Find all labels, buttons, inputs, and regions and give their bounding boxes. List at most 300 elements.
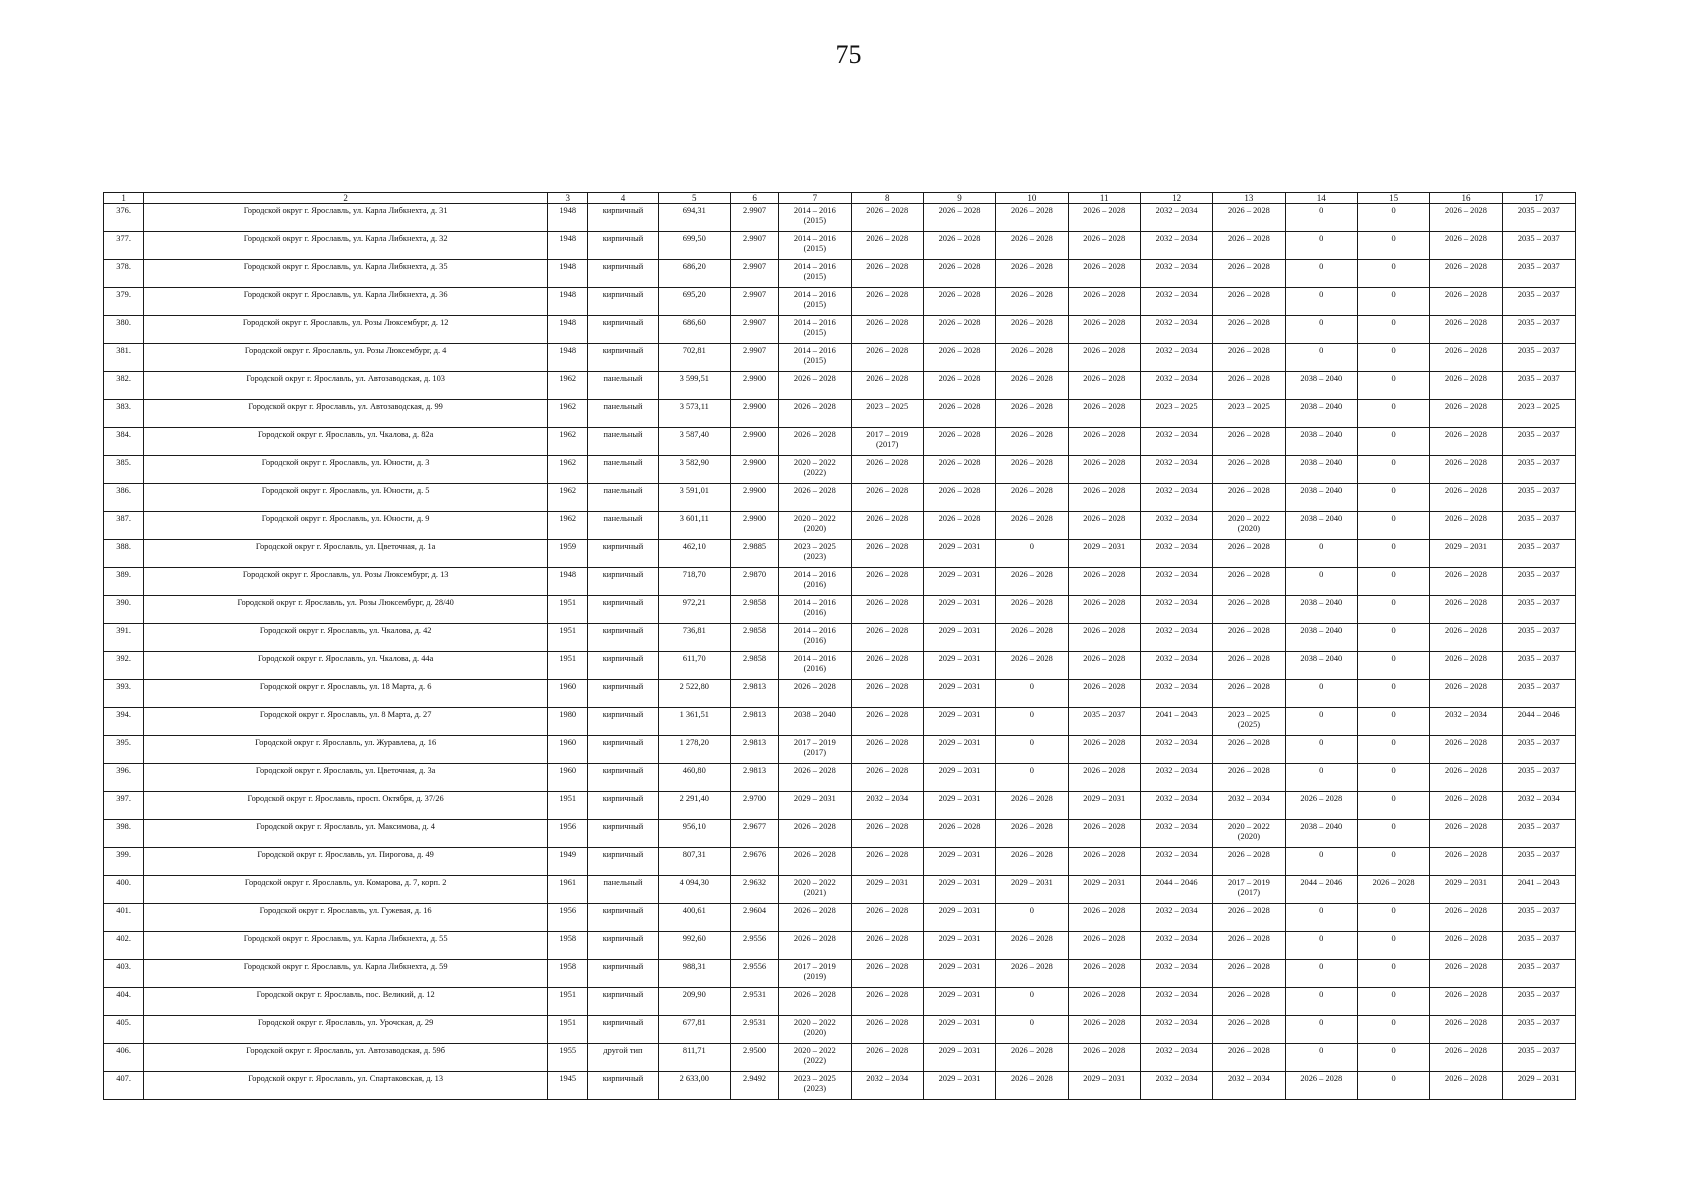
cell-period-col-7: 2026 – 2028 <box>779 932 851 960</box>
cell-period-col-16: 2026 – 2028 <box>1430 400 1502 428</box>
cell-period-col-11: 2026 – 2028 <box>1068 568 1140 596</box>
cell-period-col-10: 2026 – 2028 <box>996 484 1068 512</box>
cell-period-col-9: 2026 – 2028 <box>923 512 995 540</box>
cell-period-col-10: 2026 – 2028 <box>996 344 1068 372</box>
cell-priority-index: 2.9556 <box>730 932 778 960</box>
cell-wall-material: кирпичный <box>588 932 658 960</box>
cell-period-col-16: 2026 – 2028 <box>1430 204 1502 232</box>
cell-period-col-8: 2029 – 2031 <box>851 876 923 904</box>
cell-period-col-13: 2026 – 2028 <box>1213 904 1285 932</box>
cell-area: 3 591,01 <box>658 484 730 512</box>
cell-address: Городской округ г. Ярославль, ул. Пирогова, д. 49 <box>144 848 548 876</box>
cell-period-col-15: 0 <box>1357 680 1429 708</box>
cell-priority-index: 2.9900 <box>730 372 778 400</box>
cell-period-col-11: 2026 – 2028 <box>1068 596 1140 624</box>
cell-priority-index: 2.9900 <box>730 400 778 428</box>
cell-period-col-15: 0 <box>1357 400 1429 428</box>
cell-area: 736,81 <box>658 624 730 652</box>
cell-period-col-12: 2032 – 2034 <box>1140 736 1212 764</box>
cell-address: Городской округ г. Ярославль, ул. Автозаводская, д. 103 <box>144 372 548 400</box>
column-number-header: 14 <box>1285 193 1357 204</box>
table-row <box>104 316 1576 344</box>
cell-address: Городской округ г. Ярославль, ул. Цветочная, д. 1а <box>144 540 548 568</box>
cell-address: Городской округ г. Ярославль, ул. Розы Люксембург, д. 4 <box>144 344 548 372</box>
cell-period-col-16: 2026 – 2028 <box>1430 456 1502 484</box>
table-row <box>104 260 1576 288</box>
cell-period-col-17: 2029 – 2031 <box>1502 1072 1575 1100</box>
housing-register-table <box>103 192 1576 1100</box>
cell-period-col-10: 0 <box>996 764 1068 792</box>
cell-period-col-16: 2026 – 2028 <box>1430 1072 1502 1100</box>
cell-address: Городской округ г. Ярославль, ул. Юности, д. 9 <box>144 512 548 540</box>
cell-period-col-14: 0 <box>1285 260 1357 288</box>
column-number-header: 8 <box>851 193 923 204</box>
cell-address: Городской округ г. Ярославль, ул. 8 Марта, д. 27 <box>144 708 548 736</box>
cell-period-col-11: 2026 – 2028 <box>1068 820 1140 848</box>
cell-period-col-8: 2026 – 2028 <box>851 904 923 932</box>
cell-period-col-7: 2017 – 2019 (2017) <box>779 736 851 764</box>
cell-period-col-15: 0 <box>1357 372 1429 400</box>
cell-period-col-7: 2020 – 2022 (2020) <box>779 512 851 540</box>
cell-year-built: 1948 <box>548 568 588 596</box>
cell-period-col-13: 2026 – 2028 <box>1213 288 1285 316</box>
cell-year-built: 1958 <box>548 960 588 988</box>
cell-address: Городской округ г. Ярославль, ул. Карла Либкнехта, д. 59 <box>144 960 548 988</box>
cell-period-col-11: 2026 – 2028 <box>1068 344 1140 372</box>
cell-priority-index: 2.9900 <box>730 484 778 512</box>
cell-period-col-14: 2038 – 2040 <box>1285 624 1357 652</box>
cell-period-col-10: 0 <box>996 708 1068 736</box>
cell-period-col-16: 2026 – 2028 <box>1430 792 1502 820</box>
cell-period-col-17: 2035 – 2037 <box>1502 1044 1575 1072</box>
cell-period-col-14: 2038 – 2040 <box>1285 596 1357 624</box>
cell-priority-index: 2.9813 <box>730 708 778 736</box>
cell-period-col-15: 0 <box>1357 1016 1429 1044</box>
cell-wall-material: кирпичный <box>588 568 658 596</box>
cell-period-col-12: 2032 – 2034 <box>1140 988 1212 1016</box>
cell-period-col-15: 0 <box>1357 988 1429 1016</box>
cell-wall-material: кирпичный <box>588 1016 658 1044</box>
cell-period-col-9: 2029 – 2031 <box>923 680 995 708</box>
cell-period-col-15: 0 <box>1357 568 1429 596</box>
cell-address: Городской округ г. Ярославль, ул. Чкалова, д. 82а <box>144 428 548 456</box>
cell-year-built: 1948 <box>548 232 588 260</box>
cell-row-number: 382. <box>104 372 144 400</box>
cell-period-col-11: 2026 – 2028 <box>1068 736 1140 764</box>
cell-period-col-7: 2026 – 2028 <box>779 428 851 456</box>
cell-area: 677,81 <box>658 1016 730 1044</box>
cell-period-col-9: 2029 – 2031 <box>923 736 995 764</box>
cell-period-col-13: 2020 – 2022 (2020) <box>1213 820 1285 848</box>
cell-period-col-13: 2017 – 2019 (2017) <box>1213 876 1285 904</box>
cell-period-col-12: 2032 – 2034 <box>1140 568 1212 596</box>
cell-row-number: 402. <box>104 932 144 960</box>
cell-period-col-17: 2035 – 2037 <box>1502 624 1575 652</box>
cell-period-col-13: 2026 – 2028 <box>1213 372 1285 400</box>
cell-period-col-16: 2026 – 2028 <box>1430 932 1502 960</box>
cell-period-col-10: 2026 – 2028 <box>996 820 1068 848</box>
table-row <box>104 540 1576 568</box>
cell-area: 988,31 <box>658 960 730 988</box>
column-number-header: 13 <box>1213 193 1285 204</box>
table-row <box>104 428 1576 456</box>
cell-period-col-13: 2032 – 2034 <box>1213 792 1285 820</box>
cell-period-col-13: 2026 – 2028 <box>1213 316 1285 344</box>
cell-area: 956,10 <box>658 820 730 848</box>
cell-period-col-15: 0 <box>1357 1072 1429 1100</box>
cell-period-col-17: 2035 – 2037 <box>1502 904 1575 932</box>
cell-wall-material: кирпичный <box>588 960 658 988</box>
cell-wall-material: панельный <box>588 400 658 428</box>
cell-period-col-12: 2023 – 2025 <box>1140 400 1212 428</box>
cell-row-number: 403. <box>104 960 144 988</box>
cell-period-col-12: 2032 – 2034 <box>1140 848 1212 876</box>
cell-period-col-7: 2026 – 2028 <box>779 904 851 932</box>
table-row <box>104 680 1576 708</box>
cell-area: 686,60 <box>658 316 730 344</box>
cell-address: Городской округ г. Ярославль, ул. Журавлева, д. 16 <box>144 736 548 764</box>
cell-period-col-12: 2032 – 2034 <box>1140 344 1212 372</box>
cell-period-col-16: 2026 – 2028 <box>1430 680 1502 708</box>
column-number-header: 12 <box>1140 193 1212 204</box>
cell-period-col-13: 2026 – 2028 <box>1213 232 1285 260</box>
cell-period-col-8: 2026 – 2028 <box>851 540 923 568</box>
cell-priority-index: 2.9858 <box>730 596 778 624</box>
cell-wall-material: панельный <box>588 512 658 540</box>
cell-address: Городской округ г. Ярославль, ул. 18 Марта, д. 6 <box>144 680 548 708</box>
table-row <box>104 1016 1576 1044</box>
cell-period-col-16: 2026 – 2028 <box>1430 1016 1502 1044</box>
cell-period-col-12: 2032 – 2034 <box>1140 288 1212 316</box>
cell-period-col-13: 2026 – 2028 <box>1213 736 1285 764</box>
cell-period-col-16: 2026 – 2028 <box>1430 484 1502 512</box>
cell-year-built: 1951 <box>548 596 588 624</box>
cell-period-col-11: 2026 – 2028 <box>1068 288 1140 316</box>
cell-area: 694,31 <box>658 204 730 232</box>
cell-period-col-7: 2026 – 2028 <box>779 680 851 708</box>
cell-period-col-12: 2032 – 2034 <box>1140 1044 1212 1072</box>
cell-period-col-7: 2038 – 2040 <box>779 708 851 736</box>
cell-period-col-10: 2026 – 2028 <box>996 372 1068 400</box>
cell-year-built: 1955 <box>548 1044 588 1072</box>
cell-area: 807,31 <box>658 848 730 876</box>
cell-priority-index: 2.9907 <box>730 232 778 260</box>
cell-period-col-16: 2026 – 2028 <box>1430 988 1502 1016</box>
cell-period-col-16: 2026 – 2028 <box>1430 568 1502 596</box>
cell-period-col-10: 2026 – 2028 <box>996 596 1068 624</box>
cell-area: 3 587,40 <box>658 428 730 456</box>
cell-period-col-12: 2032 – 2034 <box>1140 372 1212 400</box>
cell-period-col-17: 2035 – 2037 <box>1502 932 1575 960</box>
cell-area: 4 094,30 <box>658 876 730 904</box>
cell-period-col-16: 2026 – 2028 <box>1430 288 1502 316</box>
cell-address: Городской округ г. Ярославль, ул. Розы Люксембург, д. 12 <box>144 316 548 344</box>
cell-period-col-8: 2026 – 2028 <box>851 232 923 260</box>
cell-address: Городской округ г. Ярославль, ул. Чкалова, д. 44а <box>144 652 548 680</box>
table-row <box>104 792 1576 820</box>
cell-period-col-16: 2026 – 2028 <box>1430 848 1502 876</box>
table-row <box>104 820 1576 848</box>
cell-period-col-17: 2035 – 2037 <box>1502 764 1575 792</box>
cell-period-col-8: 2026 – 2028 <box>851 484 923 512</box>
cell-period-col-13: 2026 – 2028 <box>1213 428 1285 456</box>
cell-period-col-7: 2014 – 2016 (2016) <box>779 652 851 680</box>
column-number-header: 17 <box>1502 193 1575 204</box>
cell-year-built: 1948 <box>548 288 588 316</box>
cell-period-col-9: 2026 – 2028 <box>923 232 995 260</box>
cell-row-number: 391. <box>104 624 144 652</box>
cell-period-col-15: 0 <box>1357 344 1429 372</box>
cell-address: Городской округ г. Ярославль, ул. Гужевая, д. 16 <box>144 904 548 932</box>
cell-period-col-7: 2023 – 2025 (2023) <box>779 540 851 568</box>
cell-period-col-11: 2026 – 2028 <box>1068 848 1140 876</box>
cell-period-col-9: 2029 – 2031 <box>923 708 995 736</box>
cell-address: Городской округ г. Ярославль, ул. Карла Либкнехта, д. 35 <box>144 260 548 288</box>
cell-wall-material: кирпичный <box>588 260 658 288</box>
cell-period-col-11: 2026 – 2028 <box>1068 428 1140 456</box>
cell-year-built: 1951 <box>548 792 588 820</box>
cell-period-col-17: 2035 – 2037 <box>1502 428 1575 456</box>
cell-area: 3 599,51 <box>658 372 730 400</box>
cell-period-col-14: 0 <box>1285 288 1357 316</box>
cell-period-col-11: 2026 – 2028 <box>1068 932 1140 960</box>
table-row <box>104 1044 1576 1072</box>
cell-wall-material: кирпичный <box>588 988 658 1016</box>
cell-period-col-16: 2026 – 2028 <box>1430 1044 1502 1072</box>
cell-area: 972,21 <box>658 596 730 624</box>
cell-period-col-7: 2014 – 2016 (2016) <box>779 568 851 596</box>
cell-period-col-9: 2029 – 2031 <box>923 540 995 568</box>
cell-period-col-9: 2029 – 2031 <box>923 1016 995 1044</box>
cell-period-col-13: 2026 – 2028 <box>1213 484 1285 512</box>
cell-period-col-17: 2035 – 2037 <box>1502 512 1575 540</box>
cell-period-col-15: 0 <box>1357 932 1429 960</box>
cell-period-col-8: 2026 – 2028 <box>851 988 923 1016</box>
column-number-header: 9 <box>923 193 995 204</box>
cell-period-col-13: 2026 – 2028 <box>1213 652 1285 680</box>
cell-period-col-14: 2038 – 2040 <box>1285 512 1357 540</box>
cell-period-col-10: 2026 – 2028 <box>996 1044 1068 1072</box>
table-row <box>104 904 1576 932</box>
cell-period-col-17: 2023 – 2025 <box>1502 400 1575 428</box>
cell-period-col-14: 0 <box>1285 232 1357 260</box>
cell-period-col-13: 2026 – 2028 <box>1213 1016 1285 1044</box>
cell-row-number: 387. <box>104 512 144 540</box>
cell-priority-index: 2.9813 <box>730 680 778 708</box>
cell-period-col-8: 2026 – 2028 <box>851 1016 923 1044</box>
cell-area: 718,70 <box>658 568 730 596</box>
cell-period-col-8: 2026 – 2028 <box>851 960 923 988</box>
cell-priority-index: 2.9870 <box>730 568 778 596</box>
cell-period-col-17: 2035 – 2037 <box>1502 988 1575 1016</box>
table-row <box>104 568 1576 596</box>
cell-priority-index: 2.9813 <box>730 764 778 792</box>
cell-period-col-9: 2029 – 2031 <box>923 1072 995 1100</box>
cell-period-col-11: 2026 – 2028 <box>1068 904 1140 932</box>
cell-period-col-10: 2026 – 2028 <box>996 400 1068 428</box>
cell-period-col-16: 2026 – 2028 <box>1430 512 1502 540</box>
cell-priority-index: 2.9604 <box>730 904 778 932</box>
cell-area: 1 361,51 <box>658 708 730 736</box>
cell-wall-material: кирпичный <box>588 540 658 568</box>
cell-period-col-15: 0 <box>1357 232 1429 260</box>
cell-period-col-12: 2032 – 2034 <box>1140 792 1212 820</box>
cell-period-col-11: 2026 – 2028 <box>1068 400 1140 428</box>
cell-period-col-17: 2032 – 2034 <box>1502 792 1575 820</box>
cell-row-number: 383. <box>104 400 144 428</box>
cell-period-col-11: 2026 – 2028 <box>1068 512 1140 540</box>
cell-period-col-7: 2020 – 2022 (2022) <box>779 456 851 484</box>
table-row <box>104 456 1576 484</box>
cell-wall-material: кирпичный <box>588 708 658 736</box>
table-row <box>104 736 1576 764</box>
cell-period-col-10: 2029 – 2031 <box>996 876 1068 904</box>
cell-row-number: 381. <box>104 344 144 372</box>
column-number-header: 11 <box>1068 193 1140 204</box>
cell-address: Городской округ г. Ярославль, ул. Чкалова, д. 42 <box>144 624 548 652</box>
cell-period-col-17: 2035 – 2037 <box>1502 736 1575 764</box>
cell-period-col-7: 2029 – 2031 <box>779 792 851 820</box>
cell-period-col-7: 2026 – 2028 <box>779 484 851 512</box>
cell-period-col-17: 2035 – 2037 <box>1502 652 1575 680</box>
cell-priority-index: 2.9531 <box>730 1016 778 1044</box>
cell-period-col-9: 2029 – 2031 <box>923 1044 995 1072</box>
cell-period-col-10: 2026 – 2028 <box>996 624 1068 652</box>
cell-address: Городской округ г. Ярославль, ул. Карла Либкнехта, д. 36 <box>144 288 548 316</box>
cell-period-col-14: 0 <box>1285 316 1357 344</box>
cell-period-col-10: 2026 – 2028 <box>996 260 1068 288</box>
cell-period-col-17: 2035 – 2037 <box>1502 540 1575 568</box>
cell-area: 699,50 <box>658 232 730 260</box>
cell-period-col-8: 2026 – 2028 <box>851 568 923 596</box>
cell-area: 460,80 <box>658 764 730 792</box>
cell-period-col-7: 2026 – 2028 <box>779 988 851 1016</box>
cell-period-col-8: 2023 – 2025 <box>851 400 923 428</box>
cell-period-col-8: 2032 – 2034 <box>851 792 923 820</box>
cell-year-built: 1958 <box>548 932 588 960</box>
cell-period-col-14: 0 <box>1285 568 1357 596</box>
cell-address: Городской округ г. Ярославль, ул. Розы Люксембург, д. 28/40 <box>144 596 548 624</box>
cell-period-col-14: 2038 – 2040 <box>1285 372 1357 400</box>
cell-period-col-12: 2032 – 2034 <box>1140 232 1212 260</box>
cell-period-col-17: 2035 – 2037 <box>1502 316 1575 344</box>
cell-year-built: 1948 <box>548 316 588 344</box>
cell-period-col-12: 2032 – 2034 <box>1140 960 1212 988</box>
cell-period-col-17: 2035 – 2037 <box>1502 484 1575 512</box>
cell-period-col-11: 2026 – 2028 <box>1068 652 1140 680</box>
cell-period-col-10: 0 <box>996 1016 1068 1044</box>
cell-period-col-8: 2026 – 2028 <box>851 736 923 764</box>
cell-period-col-7: 2020 – 2022 (2020) <box>779 1016 851 1044</box>
cell-area: 2 522,80 <box>658 680 730 708</box>
cell-period-col-14: 0 <box>1285 204 1357 232</box>
cell-area: 3 582,90 <box>658 456 730 484</box>
cell-wall-material: панельный <box>588 456 658 484</box>
cell-period-col-10: 0 <box>996 988 1068 1016</box>
cell-period-col-7: 2014 – 2016 (2015) <box>779 260 851 288</box>
cell-period-col-14: 2038 – 2040 <box>1285 820 1357 848</box>
cell-period-col-7: 2026 – 2028 <box>779 764 851 792</box>
cell-period-col-16: 2026 – 2028 <box>1430 960 1502 988</box>
cell-period-col-7: 2023 – 2025 (2023) <box>779 1072 851 1100</box>
table-row <box>104 764 1576 792</box>
table-row <box>104 624 1576 652</box>
cell-period-col-12: 2032 – 2034 <box>1140 540 1212 568</box>
cell-wall-material: панельный <box>588 876 658 904</box>
cell-row-number: 398. <box>104 820 144 848</box>
cell-period-col-8: 2026 – 2028 <box>851 708 923 736</box>
column-number-header: 5 <box>658 193 730 204</box>
cell-period-col-16: 2026 – 2028 <box>1430 820 1502 848</box>
cell-row-number: 400. <box>104 876 144 904</box>
cell-area: 992,60 <box>658 932 730 960</box>
cell-row-number: 405. <box>104 1016 144 1044</box>
cell-period-col-13: 2023 – 2025 <box>1213 400 1285 428</box>
cell-period-col-15: 0 <box>1357 456 1429 484</box>
cell-period-col-9: 2029 – 2031 <box>923 960 995 988</box>
cell-period-col-13: 2026 – 2028 <box>1213 260 1285 288</box>
cell-period-col-15: 0 <box>1357 764 1429 792</box>
cell-period-col-7: 2026 – 2028 <box>779 848 851 876</box>
cell-wall-material: кирпичный <box>588 904 658 932</box>
cell-row-number: 380. <box>104 316 144 344</box>
cell-period-col-14: 2038 – 2040 <box>1285 428 1357 456</box>
cell-period-col-11: 2029 – 2031 <box>1068 1072 1140 1100</box>
cell-period-col-15: 0 <box>1357 792 1429 820</box>
cell-period-col-16: 2032 – 2034 <box>1430 708 1502 736</box>
cell-priority-index: 2.9900 <box>730 456 778 484</box>
cell-row-number: 377. <box>104 232 144 260</box>
cell-year-built: 1949 <box>548 848 588 876</box>
cell-area: 209,90 <box>658 988 730 1016</box>
cell-period-col-8: 2026 – 2028 <box>851 288 923 316</box>
cell-period-col-15: 0 <box>1357 820 1429 848</box>
cell-period-col-9: 2029 – 2031 <box>923 624 995 652</box>
cell-area: 1 278,20 <box>658 736 730 764</box>
cell-area: 811,71 <box>658 1044 730 1072</box>
cell-period-col-11: 2026 – 2028 <box>1068 1044 1140 1072</box>
cell-period-col-14: 0 <box>1285 1044 1357 1072</box>
cell-period-col-15: 0 <box>1357 204 1429 232</box>
cell-wall-material: кирпичный <box>588 652 658 680</box>
cell-year-built: 1960 <box>548 736 588 764</box>
cell-period-col-16: 2026 – 2028 <box>1430 232 1502 260</box>
cell-period-col-11: 2026 – 2028 <box>1068 680 1140 708</box>
cell-period-col-16: 2026 – 2028 <box>1430 316 1502 344</box>
cell-period-col-10: 2026 – 2028 <box>996 512 1068 540</box>
cell-year-built: 1962 <box>548 428 588 456</box>
cell-period-col-7: 2026 – 2028 <box>779 400 851 428</box>
cell-year-built: 1960 <box>548 680 588 708</box>
table-row <box>104 484 1576 512</box>
cell-period-col-8: 2026 – 2028 <box>851 204 923 232</box>
cell-period-col-8: 2026 – 2028 <box>851 848 923 876</box>
cell-period-col-17: 2035 – 2037 <box>1502 1016 1575 1044</box>
cell-period-col-14: 0 <box>1285 764 1357 792</box>
cell-wall-material: кирпичный <box>588 596 658 624</box>
cell-period-col-12: 2032 – 2034 <box>1140 484 1212 512</box>
cell-wall-material: кирпичный <box>588 316 658 344</box>
cell-area: 2 633,00 <box>658 1072 730 1100</box>
cell-period-col-14: 2038 – 2040 <box>1285 652 1357 680</box>
table-row <box>104 708 1576 736</box>
cell-period-col-17: 2035 – 2037 <box>1502 372 1575 400</box>
cell-period-col-11: 2026 – 2028 <box>1068 624 1140 652</box>
table-row <box>104 848 1576 876</box>
cell-period-col-7: 2026 – 2028 <box>779 372 851 400</box>
cell-period-col-10: 2026 – 2028 <box>996 792 1068 820</box>
cell-period-col-9: 2026 – 2028 <box>923 316 995 344</box>
